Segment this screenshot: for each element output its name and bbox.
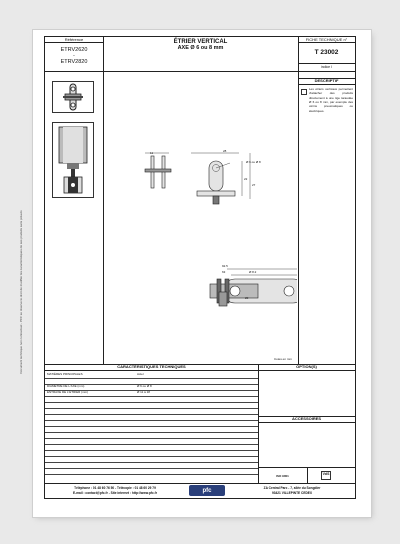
dim-side-width: 11: [150, 151, 154, 155]
dim-front-width: 28: [223, 149, 227, 153]
right-column-divider: [298, 37, 299, 364]
dim-plate-width: 20: [245, 296, 249, 300]
dim-hole-diameter: Ø 8.2: [249, 270, 257, 274]
row-line: [45, 444, 258, 445]
dim-axis-diameter: Ø 6 ou Ø 8: [246, 160, 261, 164]
descriptif-checkbox-icon: [301, 89, 307, 95]
descriptif-text: Les étriers verticaux permettent d'attacher des produits directement à une tige taraudée Ø 6 ou 8 mm, par exemple des vérins pneumatiques ou électriques.: [309, 87, 353, 113]
row-line: [45, 420, 258, 421]
row-line: [45, 408, 258, 409]
row-line: [45, 390, 258, 391]
char-value-1: Ø 6 ou Ø 8: [137, 384, 152, 388]
left-column-divider: [103, 37, 104, 364]
pfc-logo-text: pfc: [202, 488, 212, 494]
stirrup-side-icon: [53, 82, 93, 112]
row-line: [45, 414, 258, 415]
descriptif-title: DESCRIPTIF: [314, 78, 339, 83]
reference-code-sep: -: [73, 53, 75, 59]
options-title: OPTION(S): [296, 364, 317, 369]
reference-code-1: ETRV2620: [60, 47, 88, 53]
page-subtitle: AXE Ø 6 ou 8 mm: [177, 45, 224, 51]
sheet-number-line: [298, 63, 355, 64]
band-title-line: [45, 370, 355, 371]
row-line: [45, 438, 258, 439]
dim-front-height-2: 27: [252, 183, 256, 187]
dim-hole-spacing: 63: [222, 270, 226, 274]
footer-address-1: ZA Central Parc - 7, allée du Songdier: [263, 486, 321, 490]
ref-label-line: [45, 42, 103, 43]
row-line: [45, 384, 258, 385]
sheet-label-line: [298, 42, 355, 43]
dim-total-length: 92.5: [222, 264, 228, 268]
mounted-stirrup-icon: [53, 123, 93, 197]
footer-contact-1: Téléphone : 01 48 60 76 50 - Télécopie : 01 48 60 29 79: [74, 486, 156, 490]
char-label-0: MATIÈRES PRINCIPALES: [47, 372, 83, 376]
row-line: [45, 474, 258, 475]
units-note: Cotes en mm: [274, 357, 292, 361]
row-line: [45, 426, 258, 427]
sheet-number: T 23002: [314, 49, 339, 56]
datasheet-frame: [44, 36, 356, 499]
thumbnail-mounted: [52, 122, 94, 198]
page-title: ÉTRIER VERTICAL: [173, 39, 228, 45]
row-line: [45, 450, 258, 451]
characteristics-title: CARACTÉRISTIQUES TECHNIQUES: [117, 364, 186, 369]
accessories-title: ACCESSOIRES: [291, 416, 322, 421]
row-line: [45, 402, 258, 403]
iso-certification: ISO 9001: [276, 474, 289, 478]
row-line: [45, 378, 258, 379]
reference-code-2: ETRV2820: [60, 59, 88, 65]
row-line: [45, 462, 258, 463]
header-divider: [45, 71, 355, 72]
options-divider: [258, 364, 259, 483]
footer-line: [45, 483, 355, 484]
accessories-line-bottom: [258, 422, 355, 423]
technical-drawing: [105, 73, 297, 363]
reference-label: Référence: [64, 37, 84, 42]
sheet-label: FICHE TECHNIQUE n°: [305, 37, 348, 42]
row-line: [45, 456, 258, 457]
thumbnail-top: [52, 81, 94, 113]
char-value-0: Acier: [137, 372, 144, 376]
vds-certification: VdS: [322, 472, 330, 476]
footer-contact-2: E-mail : contact@pfc.fr - Site internet : http://www.pfc.fr: [73, 491, 157, 495]
row-line: [45, 432, 258, 433]
cert-divider: [307, 467, 308, 483]
footer-address-2: 93421 VILLEPINTE CEDEX: [271, 491, 313, 495]
char-label-1: DIAMÈTRE DE L'AXE (mm): [47, 384, 85, 388]
descriptif-line-bottom: [298, 84, 355, 85]
row-line: [45, 396, 258, 397]
char-label-2: ENTRAXE DE L'ÉTRIER (mm): [47, 390, 89, 394]
dim-front-height-1: 22: [244, 177, 248, 181]
revision-index: indice I: [320, 65, 333, 69]
char-value-2: Ø 11 à 18: [137, 390, 150, 394]
side-note: Document technique non contractuel - PFC se réserve le droit de modifier les caractéristiques de ses produits sans préavis: [19, 210, 24, 374]
row-line: [45, 468, 258, 469]
